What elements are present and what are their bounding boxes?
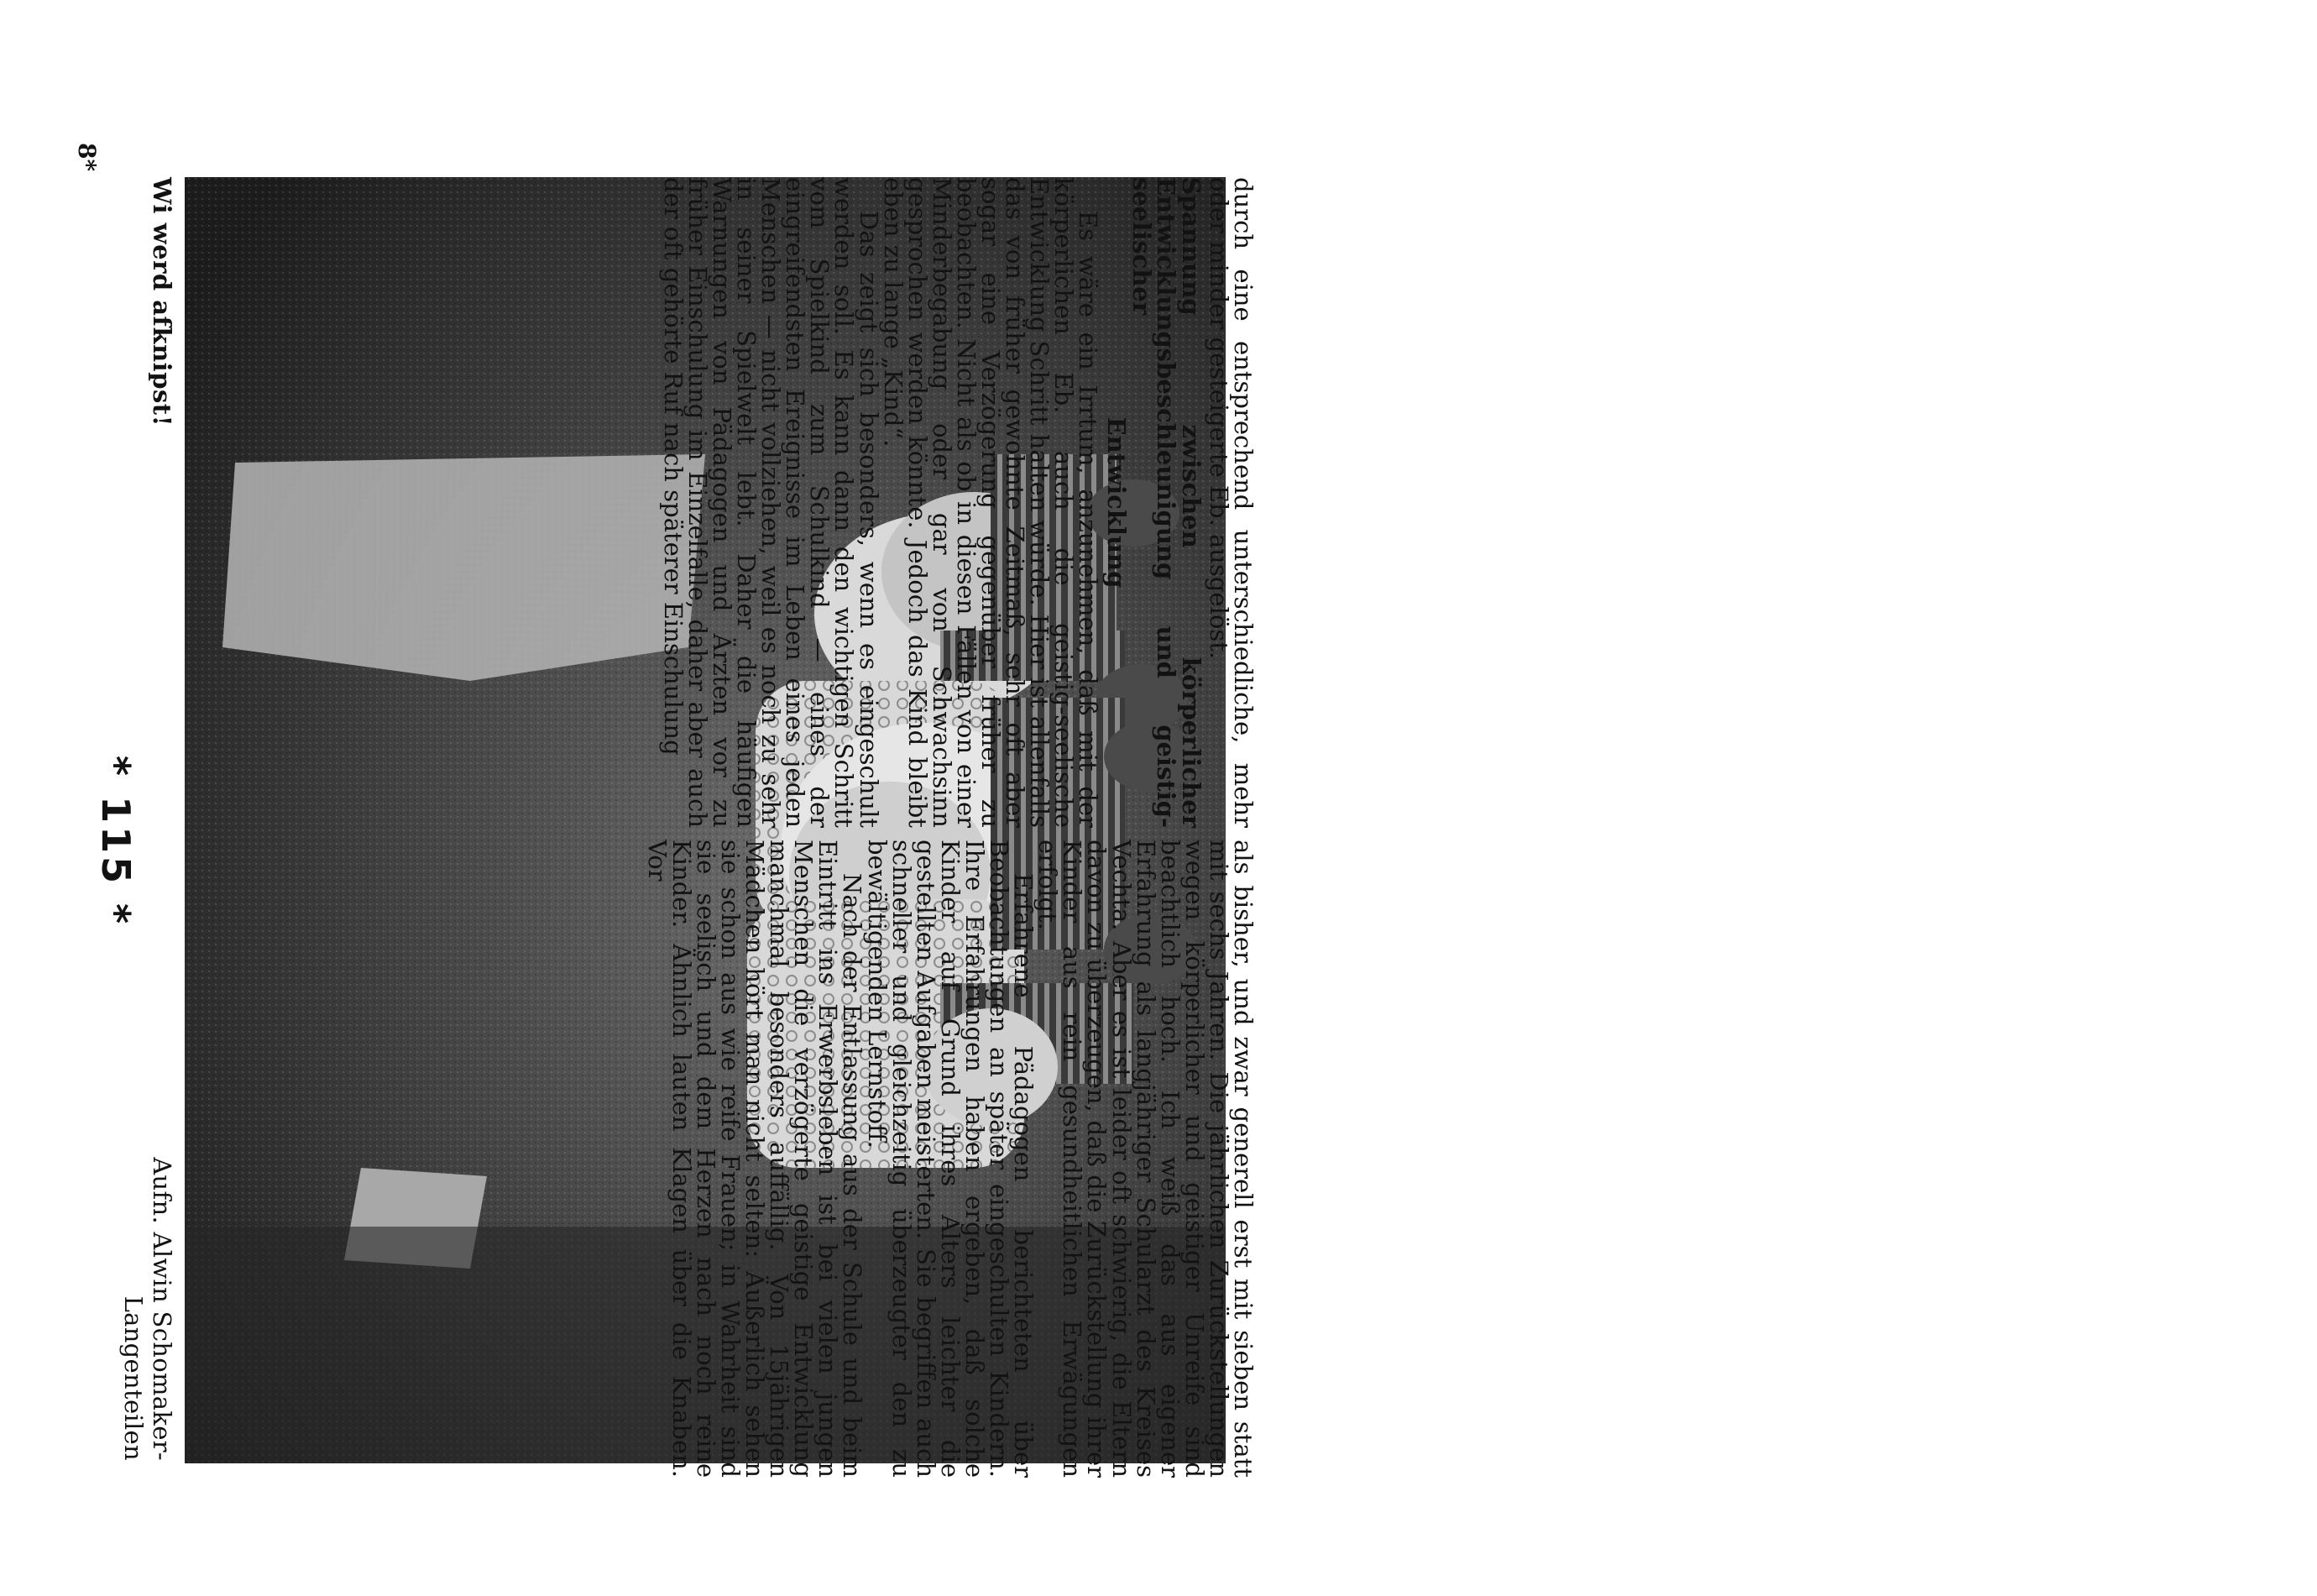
signature-mark: 8* <box>73 143 101 172</box>
photo-caption-title: Wi werd afknipst! <box>148 177 176 426</box>
heading-text-last: Entwicklung <box>1102 416 1132 589</box>
paragraph: Nach der Entlassung aus der Schule und beim Eintritt ins Erwerbsleben ist bei vielen jungen Menschen die verzögerte geistige Entwicklung manchmal besonders auffällig. Von 15jährigen Mädchen hört man nicht selten: Äußerlich sehen sie schon aus wie reife Frauen; in Wahrheit sind sie seelisch und dem Herzen nach noch reine Kinder. Ähnlich lauten Klagen über die Knaben. Vor <box>642 840 867 1478</box>
paragraph: Erfahrene Pädagogen berichteten über Beobachtungen an später eingeschulten Kindern. Ihre Erfahrungen haben ergeben, daß solche Kinder auf Grund ihres Alters leichter die gestellten Aufgaben meisterten. Sie begriffen auch schneller und gleichzeitig überzeugter den zu bewältigenden Lernstoff. <box>862 840 1038 1478</box>
text-column-left <box>658 177 1258 828</box>
page-number: * 115 * <box>93 756 139 928</box>
photo-credit: Aufn. Alwin Schomaker-Langenteilen <box>119 1157 176 1461</box>
paragraph: als bisher, und zwar generell erst mit sieben statt mit sechs Jahren. Die jährlichen Zurückstellungen wegen körperlicher und geistiger Unreife sind beachtlich hoch. Ich weiß das aus eigener Erfahrung als langjähriger Schularzt des Kreises Vechta. Aber es ist leider oft schwierig, die Eltern davon zu überzeugen, daß die Zurückstellung ihrer Kinder aus rein gesundheitlichen Erwägungen erfolgt. <box>1033 840 1258 1478</box>
text-column-right <box>642 840 1258 1478</box>
paragraph: Es wäre ein Irrtum, anzunehmen, daß mit der körperlichen Eb. auch die geistig-seelische Entwicklung Schritt halten würde. Hier ist allenfalls das von früher gewohnte Zeitmaß, sehr oft aber sogar eine Verzögerung gegenüber früher zu beobachten. Nicht als ob in diesen Fällen von einer Minderbegabung oder gar von Schwachsinn gesprochen werden könnte. Jedoch das Kind bleibt eben zu lange „Kind“. <box>878 177 1103 828</box>
heading-text: Spannung zwischen körperlicher Entwicklungsbeschleunigung und geistig-seelischer <box>1127 177 1206 828</box>
paragraph: durch eine entsprechend unterschiedliche, mehr oder minder gesteigerte Eb. ausgelöst. <box>1204 177 1258 828</box>
paragraph: Das zeigt sich besonders, wenn es eingeschult werden soll. Es kann dann den wichtigen Schritt vom Spielkind zum Schulkind — eines der eingreifendsten Ereignisse im Leben eines jeden Menschen — nicht vollziehen, weil es noch zu sehr in seiner Spielwelt lebt. Daher die häufigen Warnungen von Pädagogen und Ärzten vor zu früher Einschulung im Einzelfalle, daher aber auch der oft gehörte Ruf nach späterer Einschulung <box>658 177 883 828</box>
section-heading <box>1102 177 1206 828</box>
